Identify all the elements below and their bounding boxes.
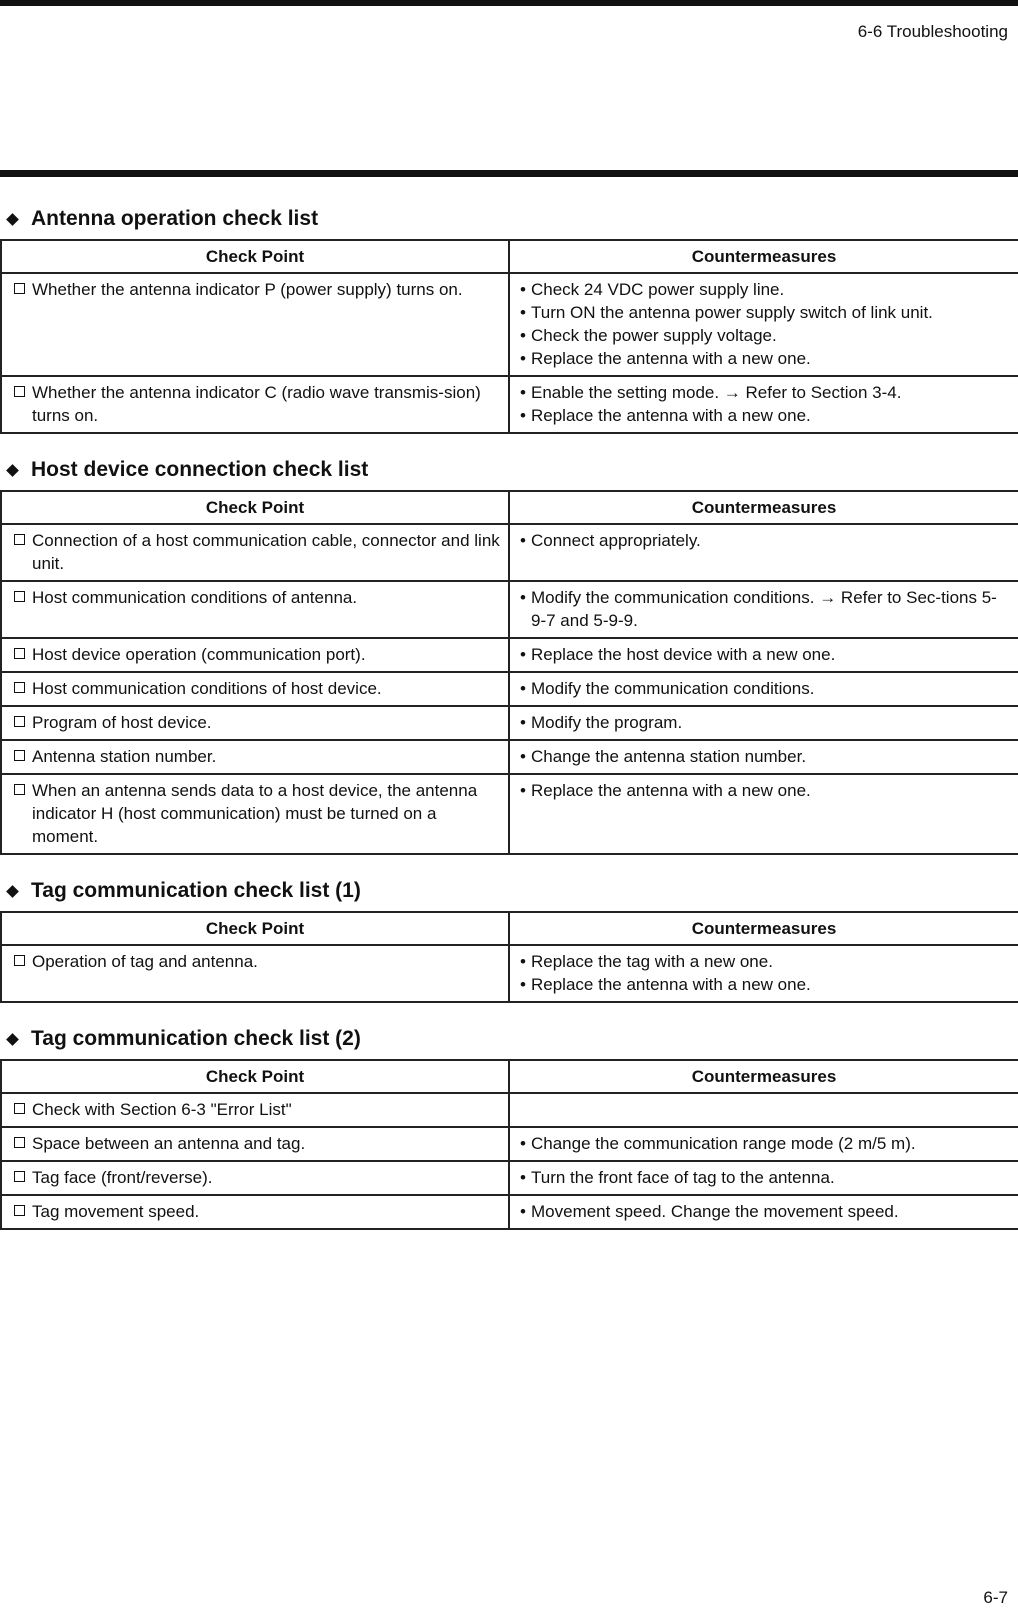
check-point-text: Connection of a host communication cable, connector and link unit.: [32, 531, 500, 573]
check-list-table: [0, 911, 1018, 1003]
bullet-icon: •: [520, 303, 526, 322]
check-point-text: Tag face (front/reverse).: [32, 1168, 213, 1187]
table-header-row: [1, 240, 1018, 273]
table-row: [1, 774, 1018, 854]
check-point: [12, 1098, 500, 1121]
check-point-cell: [1, 774, 509, 854]
countermeasure-text: Connect appropriately.: [531, 531, 701, 550]
section-title-text: Antenna operation check list: [31, 207, 319, 230]
countermeasure-item: [520, 1200, 1010, 1223]
countermeasure-text: Change the communication range mode (2 m/5 m).: [531, 1134, 916, 1153]
check-point-cell: [1, 273, 509, 376]
countermeasure-text: Replace the antenna with a new one.: [531, 406, 811, 425]
diamond-bullet-icon: [6, 213, 19, 226]
check-point: [12, 586, 500, 609]
countermeasure-text: Enable the setting mode. → Refer to Section 3-4.: [531, 383, 902, 402]
countermeasure-item: [520, 381, 1010, 404]
countermeasure-item: [520, 278, 1010, 301]
header-countermeasures: Countermeasures: [509, 240, 1018, 273]
header-rule: [0, 170, 1018, 177]
countermeasure-item: [520, 586, 1010, 632]
check-point-text: Space between an antenna and tag.: [32, 1134, 306, 1153]
check-point-text: Whether the antenna indicator C (radio wave transmis-sion) turns on.: [32, 383, 481, 425]
checkbox-icon: [14, 682, 25, 693]
checkbox-icon: [14, 386, 25, 397]
table-row: [1, 1093, 1018, 1127]
diamond-bullet-icon: [6, 1033, 19, 1046]
countermeasure-item: [520, 1166, 1010, 1189]
check-point: [12, 1132, 500, 1155]
countermeasure-item: [520, 301, 1010, 324]
check-point-text: Host communication conditions of antenna.: [32, 588, 358, 607]
check-point-text: Operation of tag and antenna.: [32, 952, 258, 971]
check-point-text: Check with Section 6-3 "Error List": [32, 1100, 292, 1119]
table-header-row: [1, 912, 1018, 945]
countermeasure-text: Check the power supply voltage.: [531, 326, 777, 345]
table-row: [1, 273, 1018, 376]
diamond-bullet-icon: [6, 464, 19, 477]
countermeasure-text: Movement speed. Change the movement speed.: [531, 1202, 899, 1221]
check-list-table: [0, 1059, 1018, 1230]
table-header-row: [1, 491, 1018, 524]
bullet-icon: •: [520, 781, 526, 800]
table-row: [1, 1161, 1018, 1195]
bullet-icon: •: [520, 747, 526, 766]
countermeasures-cell: [509, 672, 1018, 706]
countermeasures-cell: [509, 945, 1018, 1002]
check-point-cell: [1, 672, 509, 706]
check-point: [12, 711, 500, 734]
bullet-icon: •: [520, 645, 526, 664]
header-check-point: Check Point: [1, 912, 509, 945]
check-point: [12, 1200, 500, 1223]
section-title: [6, 458, 1018, 482]
checkbox-icon: [14, 534, 25, 545]
checkbox-icon: [14, 955, 25, 966]
check-list-section: [0, 879, 1018, 1003]
section-title-text: Tag communication check list (1): [31, 879, 361, 902]
checkbox-icon: [14, 784, 25, 795]
check-list-table: [0, 490, 1018, 855]
table-row: [1, 945, 1018, 1002]
countermeasure-text: Turn the front face of tag to the antenna.: [531, 1168, 835, 1187]
countermeasures-cell: [509, 706, 1018, 740]
check-point-text: Whether the antenna indicator P (power supply) turns on.: [32, 280, 463, 299]
top-rule: [0, 0, 1018, 6]
bullet-icon: •: [520, 975, 526, 994]
bullet-icon: •: [520, 588, 526, 607]
countermeasure-text: Replace the tag with a new one.: [531, 952, 773, 971]
bullet-icon: •: [520, 1134, 526, 1153]
section-title: [6, 207, 1018, 231]
countermeasures-cell: [509, 1093, 1018, 1127]
table-row: [1, 1127, 1018, 1161]
countermeasure-item: [520, 745, 1010, 768]
check-point: [12, 381, 500, 427]
header-countermeasures: Countermeasures: [509, 1060, 1018, 1093]
countermeasures-cell: [509, 740, 1018, 774]
check-point-cell: [1, 581, 509, 638]
countermeasures-cell: [509, 1127, 1018, 1161]
countermeasure-item: [520, 779, 1010, 802]
checkbox-icon: [14, 750, 25, 761]
countermeasure-item: [520, 529, 1010, 552]
table-row: [1, 740, 1018, 774]
countermeasure-text: Modify the communication conditions.: [531, 679, 815, 698]
header-check-point: Check Point: [1, 491, 509, 524]
table-row: [1, 672, 1018, 706]
check-point-text: Antenna station number.: [32, 747, 217, 766]
bullet-icon: •: [520, 1168, 526, 1187]
header-countermeasures: Countermeasures: [509, 491, 1018, 524]
countermeasure-text: Turn ON the antenna power supply switch of link unit.: [531, 303, 933, 322]
bullet-icon: •: [520, 1202, 526, 1221]
check-list-section: [0, 1027, 1018, 1230]
countermeasure-text: Modify the program.: [531, 713, 683, 732]
section-title: [6, 1027, 1018, 1051]
checkbox-icon: [14, 1137, 25, 1148]
check-point: [12, 1166, 500, 1189]
check-point-text: Host device operation (communication port).: [32, 645, 366, 664]
running-title: 6-6 Troubleshooting: [857, 22, 1008, 41]
countermeasure-item: [520, 404, 1010, 427]
countermeasure-item: [520, 643, 1010, 666]
bullet-icon: •: [520, 280, 526, 299]
bullet-icon: •: [520, 679, 526, 698]
checkbox-icon: [14, 283, 25, 294]
check-point-text: Program of host device.: [32, 713, 212, 732]
countermeasures-cell: [509, 273, 1018, 376]
page-number: 6-7: [983, 1588, 1008, 1607]
table-row: [1, 638, 1018, 672]
bullet-icon: •: [520, 383, 526, 402]
header-check-point: Check Point: [1, 240, 509, 273]
checkbox-icon: [14, 1171, 25, 1182]
check-point-cell: [1, 524, 509, 581]
check-point-cell: [1, 706, 509, 740]
check-point-cell: [1, 376, 509, 433]
check-point-cell: [1, 1127, 509, 1161]
checkbox-icon: [14, 1205, 25, 1216]
section-title-text: Host device connection check list: [31, 458, 369, 481]
table-row: [1, 1195, 1018, 1229]
section-title: [6, 879, 1018, 903]
check-point-text: When an antenna sends data to a host device, the antenna indicator H (host communication) must be turned on a moment.: [32, 781, 478, 846]
countermeasure-text: Replace the antenna with a new one.: [531, 349, 811, 368]
bullet-icon: •: [520, 952, 526, 971]
check-point-text: Host communication conditions of host device.: [32, 679, 382, 698]
countermeasures-cell: [509, 524, 1018, 581]
table-row: [1, 524, 1018, 581]
check-list-table: [0, 239, 1018, 434]
countermeasure-text: Modify the communication conditions. → Refer to Sec-tions 5-9-7 and 5-9-9.: [531, 588, 997, 630]
page-content: [0, 207, 1018, 1254]
bullet-icon: •: [520, 531, 526, 550]
section-title-text: Tag communication check list (2): [31, 1027, 361, 1050]
countermeasure-item: [520, 711, 1010, 734]
check-point: [12, 529, 500, 575]
countermeasure-item: [520, 347, 1010, 370]
checkbox-icon: [14, 591, 25, 602]
bullet-icon: •: [520, 406, 526, 425]
checkbox-icon: [14, 716, 25, 727]
countermeasures-cell: [509, 1195, 1018, 1229]
bullet-icon: •: [520, 326, 526, 345]
check-point-cell: [1, 740, 509, 774]
checkbox-icon: [14, 648, 25, 659]
countermeasure-item: [520, 324, 1010, 347]
countermeasure-text: Change the antenna station number.: [531, 747, 807, 766]
check-point-cell: [1, 1093, 509, 1127]
check-point: [12, 779, 500, 848]
check-point-cell: [1, 945, 509, 1002]
check-point: [12, 278, 500, 301]
countermeasure-text: Replace the antenna with a new one.: [531, 781, 811, 800]
countermeasures-cell: [509, 376, 1018, 433]
countermeasure-item: [520, 973, 1010, 996]
check-list-section: [0, 458, 1018, 855]
bullet-icon: •: [520, 713, 526, 732]
check-list-section: [0, 207, 1018, 434]
check-point-cell: [1, 638, 509, 672]
check-point-cell: [1, 1161, 509, 1195]
countermeasures-cell: [509, 638, 1018, 672]
check-point-text: Tag movement speed.: [32, 1202, 200, 1221]
countermeasures-cell: [509, 774, 1018, 854]
check-point: [12, 745, 500, 768]
header-countermeasures: Countermeasures: [509, 912, 1018, 945]
check-point-cell: [1, 1195, 509, 1229]
table-header-row: [1, 1060, 1018, 1093]
countermeasure-text: Replace the antenna with a new one.: [531, 975, 811, 994]
check-point: [12, 950, 500, 973]
countermeasure-item: [520, 1132, 1010, 1155]
diamond-bullet-icon: [6, 885, 19, 898]
countermeasures-cell: [509, 1161, 1018, 1195]
checkbox-icon: [14, 1103, 25, 1114]
header-check-point: Check Point: [1, 1060, 509, 1093]
table-row: [1, 706, 1018, 740]
check-point: [12, 643, 500, 666]
table-row: [1, 581, 1018, 638]
countermeasure-item: [520, 677, 1010, 700]
countermeasure-item: [520, 950, 1010, 973]
countermeasure-text: Check 24 VDC power supply line.: [531, 280, 785, 299]
table-row: [1, 376, 1018, 433]
countermeasures-cell: [509, 581, 1018, 638]
check-point: [12, 677, 500, 700]
countermeasure-text: Replace the host device with a new one.: [531, 645, 836, 664]
bullet-icon: •: [520, 349, 526, 368]
